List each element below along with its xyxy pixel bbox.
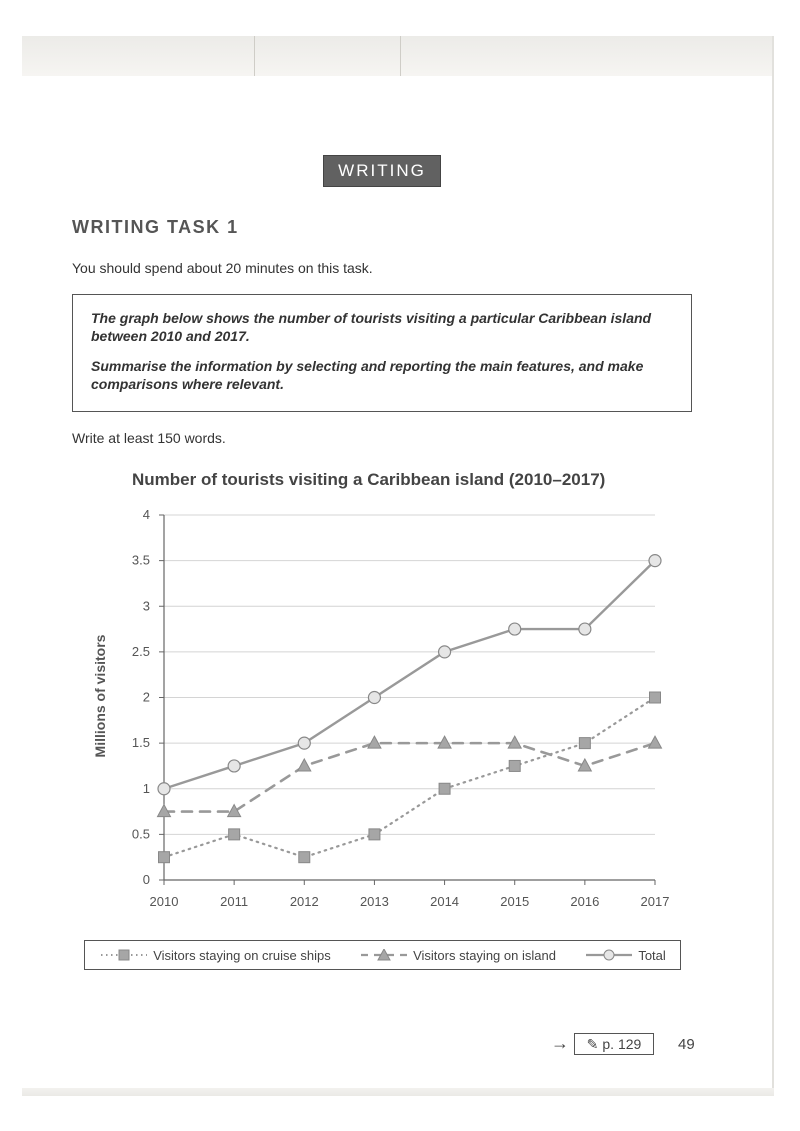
y-tick-label: 0 [142, 872, 150, 887]
time-instruction: You should spend about 20 minutes on this task. [72, 260, 373, 276]
data-point-circle [228, 760, 240, 772]
x-tick-label: 2013 [359, 894, 389, 909]
data-point-square [439, 783, 450, 794]
data-point-circle [368, 692, 380, 704]
x-tick-label: 2012 [289, 894, 319, 909]
data-point-circle [649, 555, 661, 567]
y-tick-label: 3 [142, 598, 150, 614]
x-tick-label: 2015 [500, 894, 530, 909]
chart-title: Number of tourists visiting a Caribbean island (2010–2017) [132, 470, 606, 489]
data-point-square [650, 692, 661, 703]
data-point-circle [158, 783, 170, 795]
data-point-circle [298, 737, 310, 749]
data-point-square [369, 829, 380, 840]
y-axis-label: Millions of visitors [92, 634, 108, 758]
task-prompt-box [72, 294, 692, 412]
dashed-triangle-line-icon [359, 949, 409, 961]
word-count-instruction: Write at least 150 words. [72, 430, 226, 446]
data-point-circle [579, 623, 591, 635]
data-point-triangle [649, 736, 662, 748]
y-tick-label: 2.5 [131, 643, 150, 659]
section-banner: WRITING [323, 155, 441, 187]
x-tick-label: 2010 [149, 894, 179, 909]
solid-circle-line-icon [584, 949, 634, 961]
page-reference[interactable] [574, 1033, 654, 1055]
data-point-square [579, 738, 590, 749]
arrow-right-icon: → [551, 1033, 569, 1053]
pencil-icon: ✎ [586, 1035, 599, 1052]
y-tick-label: 4 [142, 507, 150, 522]
y-tick-label: 1.5 [131, 735, 150, 751]
data-point-square [229, 829, 240, 840]
scan-header-strip [22, 36, 774, 76]
data-point-square [509, 760, 520, 771]
legend-label-cruise: Visitors staying on cruise ships [153, 947, 331, 963]
series-line-circle [164, 561, 655, 789]
legend-item-island [359, 948, 556, 963]
legend-item-total [584, 948, 665, 963]
data-point-triangle [298, 759, 311, 771]
x-tick-label: 2014 [430, 894, 460, 909]
scan-bottom-strip [22, 1088, 774, 1096]
task-prompt-summarise: Summarise the information by selecting and reporting the main features, and make comparisons where relevant. [91, 358, 644, 392]
chart-legend [84, 940, 681, 970]
data-point-square [159, 852, 170, 863]
legend-item-cruise [99, 948, 331, 963]
data-point-circle [439, 646, 451, 658]
x-tick-label: 2016 [570, 894, 600, 909]
page-number: 49 [678, 1036, 695, 1053]
legend-label-island: Visitors staying on island [413, 947, 556, 963]
y-tick-label: 2 [142, 689, 150, 705]
data-point-square [299, 852, 310, 863]
data-point-circle [509, 623, 521, 635]
page-reference-label: p. 129 [602, 1036, 642, 1052]
series-line-triangle [164, 743, 655, 811]
task-heading: WRITING TASK 1 [72, 217, 239, 237]
data-point-triangle [368, 736, 381, 748]
task-prompt-graph: The graph below shows the number of tourists visiting a particular Caribbean island between 2010 and 2017. [91, 310, 652, 344]
x-tick-label: 2017 [640, 894, 670, 909]
line-chart [80, 500, 680, 920]
y-tick-label: 3.5 [131, 552, 150, 568]
scan-right-edge [772, 36, 774, 1096]
x-tick-label: 2011 [220, 894, 249, 909]
data-point-triangle [228, 805, 241, 817]
y-tick-label: 0.5 [131, 826, 150, 842]
dotted-square-line-icon [99, 949, 149, 961]
y-tick-label: 1 [142, 780, 150, 796]
legend-label-total: Total [638, 947, 666, 963]
